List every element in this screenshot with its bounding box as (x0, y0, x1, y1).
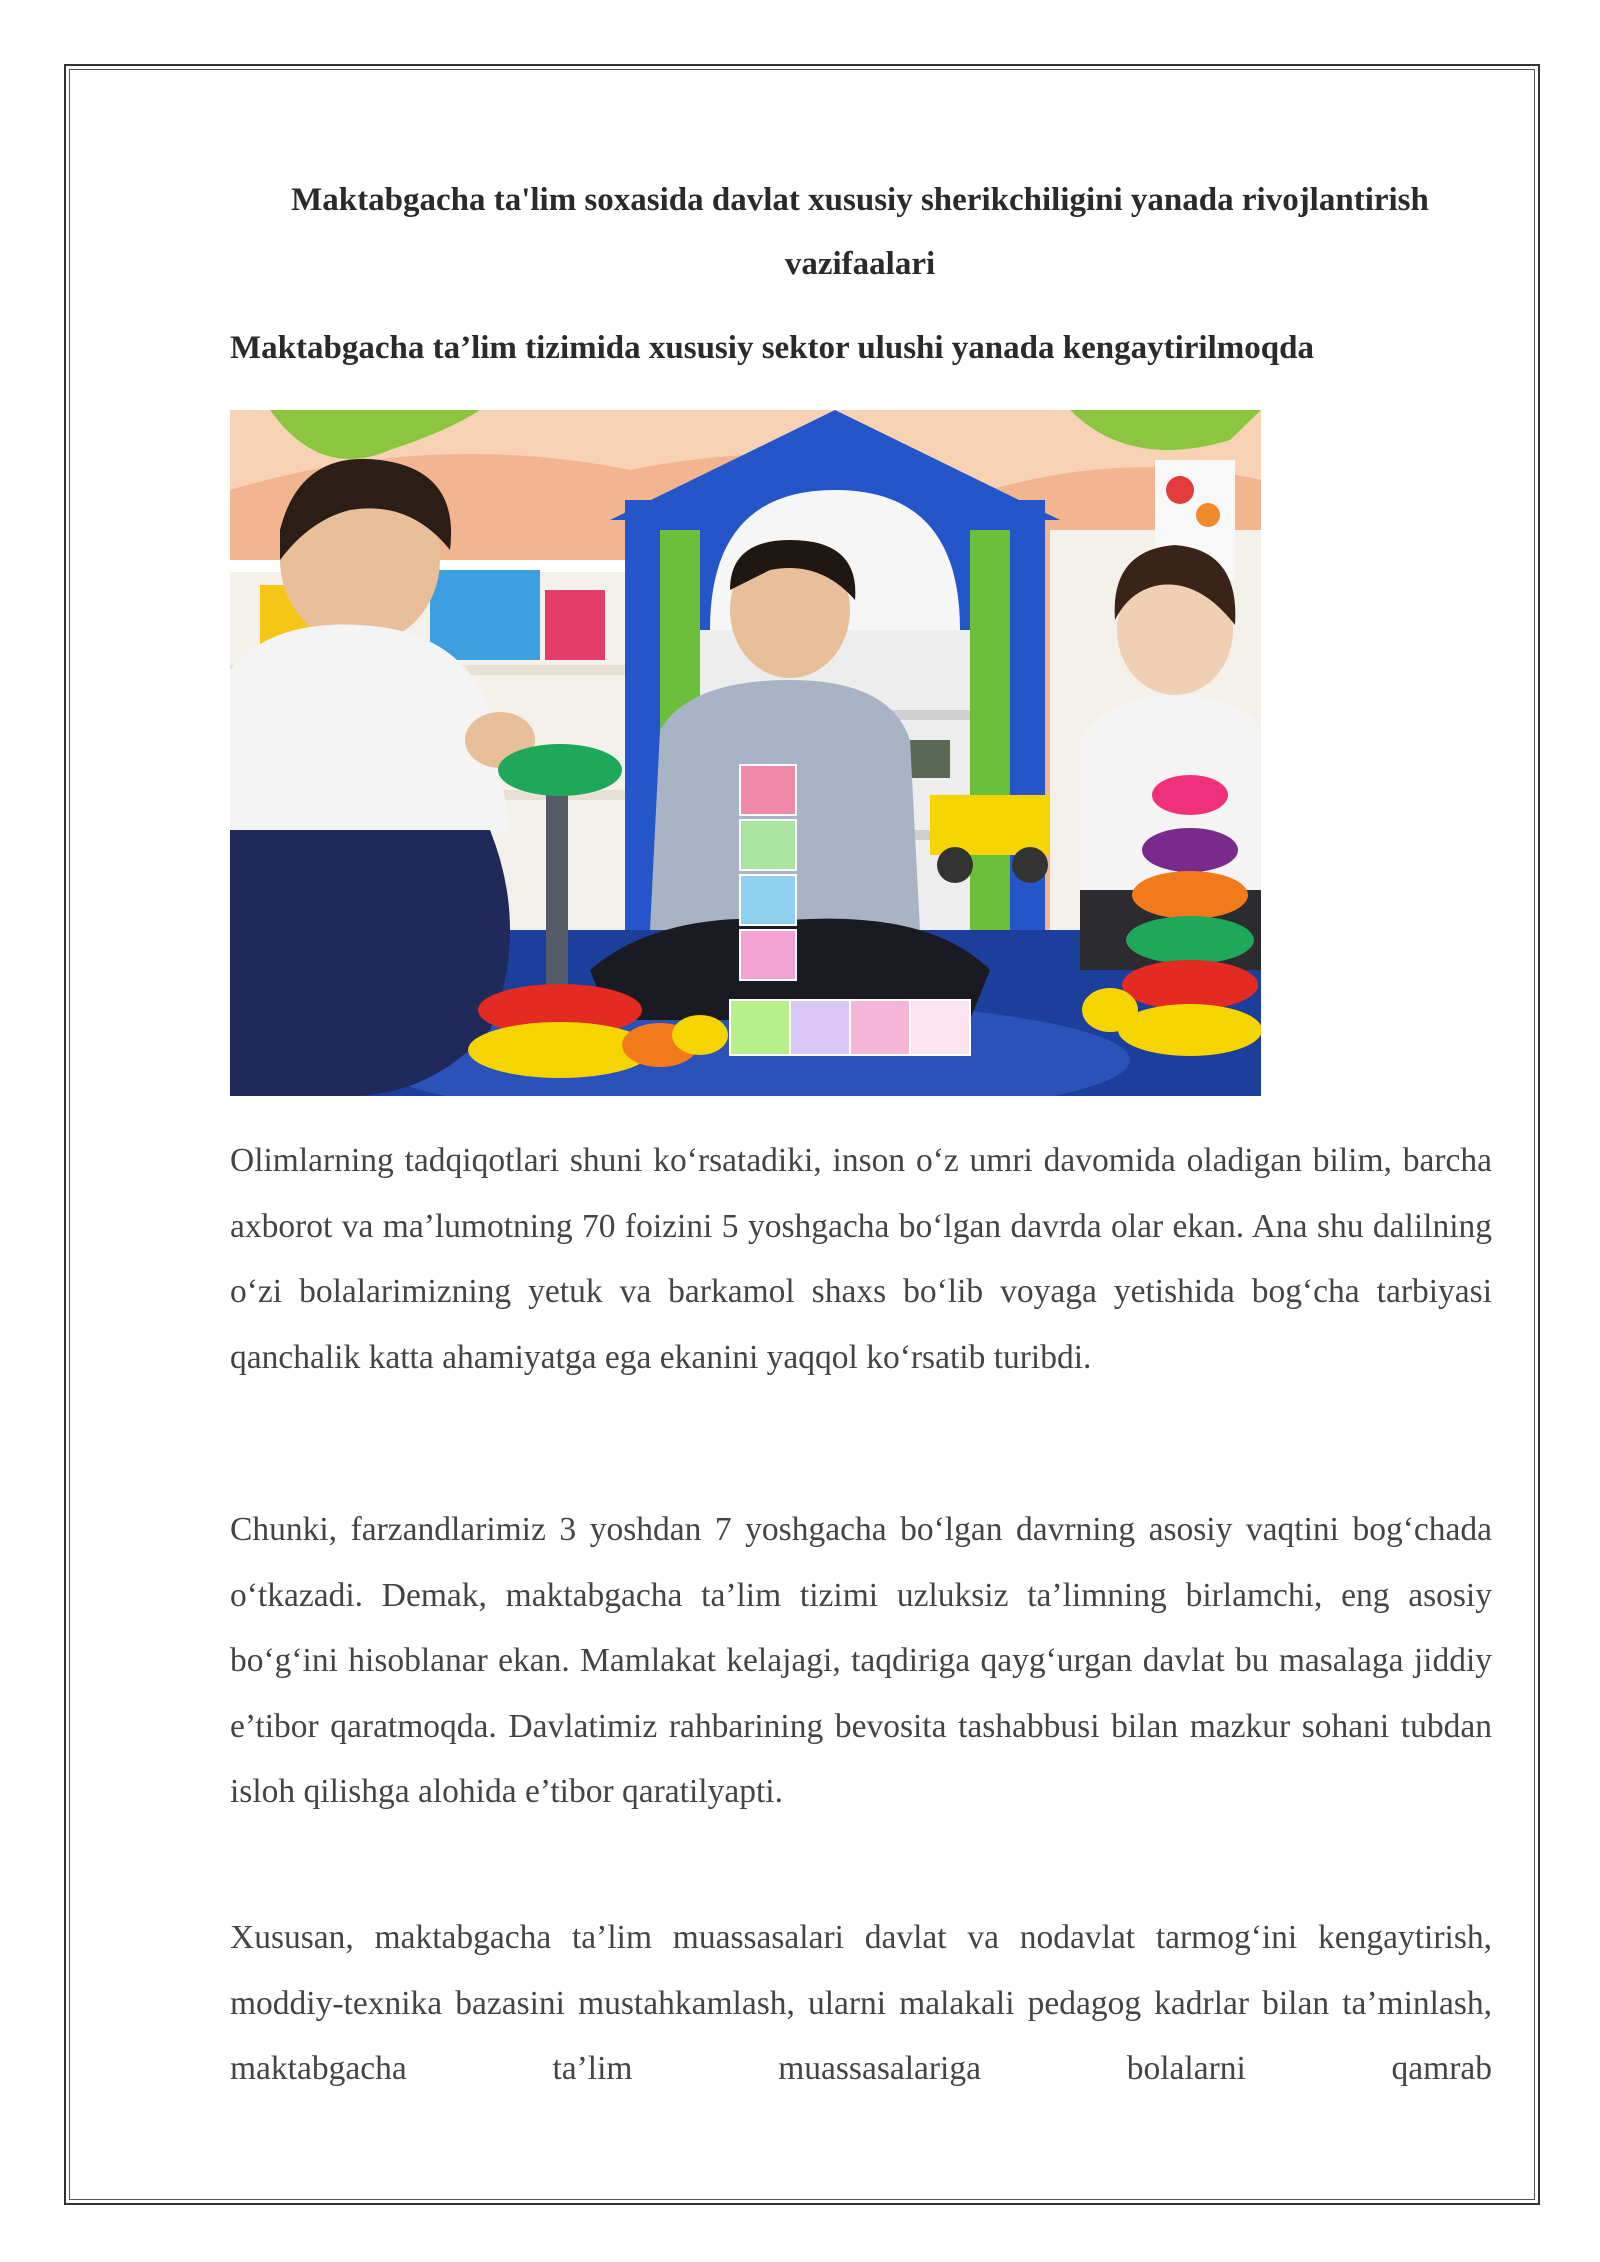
photo-illustration (230, 410, 1261, 1096)
document-subtitle: Maktabgacha ta’lim tizimida xususiy sektor ulushi yanada kengaytirilmoqda (230, 330, 1314, 366)
paragraph-2: Chunki, farzandlarimiz 3 yoshdan 7 yoshgacha bo‘lgan davrning asosiy vaqtini bog‘chada o‘tkazadi. Demak, maktabgacha ta’lim tizimi uzluksiz ta’limning birlamchi, eng asosiy bo‘g‘ini hisoblanar ekan. Mamlakat kelajagi, taqdiriga qayg‘urgan davlat bu masalaga jiddiy e’tibor qaratmoqda. Davlatimiz rahbarining bevosita tashabbusi bilan mazkur sohani tubdan isloh qilishga alohida e’tibor qaratilyapti. (230, 1511, 1492, 1810)
document-title: Maktabgacha ta'lim soxasida davlat xususiy sherikchiligini yanada rivojlantirish vazifaalari (291, 182, 1429, 282)
paragraph-3: Xususan, maktabgacha ta’lim muassasalari davlat va nodavlat tarmog‘ini kengaytirish, moddiy-texnika bazasini mustahkamlash, ularni malakali pedagog kadrlar bilan ta’minlash, maktabgacha ta’lim muassasalariga bolalarni qamrab (230, 1919, 1492, 2087)
paragraph-1: Olimlarning tadqiqotlari shuni ko‘rsatadiki, inson o‘z umri davomida oladigan bilim, barcha axborot va ma’lumotning 70 foizini 5 yoshgacha bo‘lgan davrda olar ekan. Ana shu dalilning o‘zi bolalarimizning yetuk va barkamol shaxs bo‘lib voyaga yetishida bog‘cha tarbiyasi qanchalik katta ahamiyatga ega ekanini yaqqol ko‘rsatib turibdi. (230, 1142, 1492, 1376)
kindergarten-photo (230, 410, 1261, 1096)
